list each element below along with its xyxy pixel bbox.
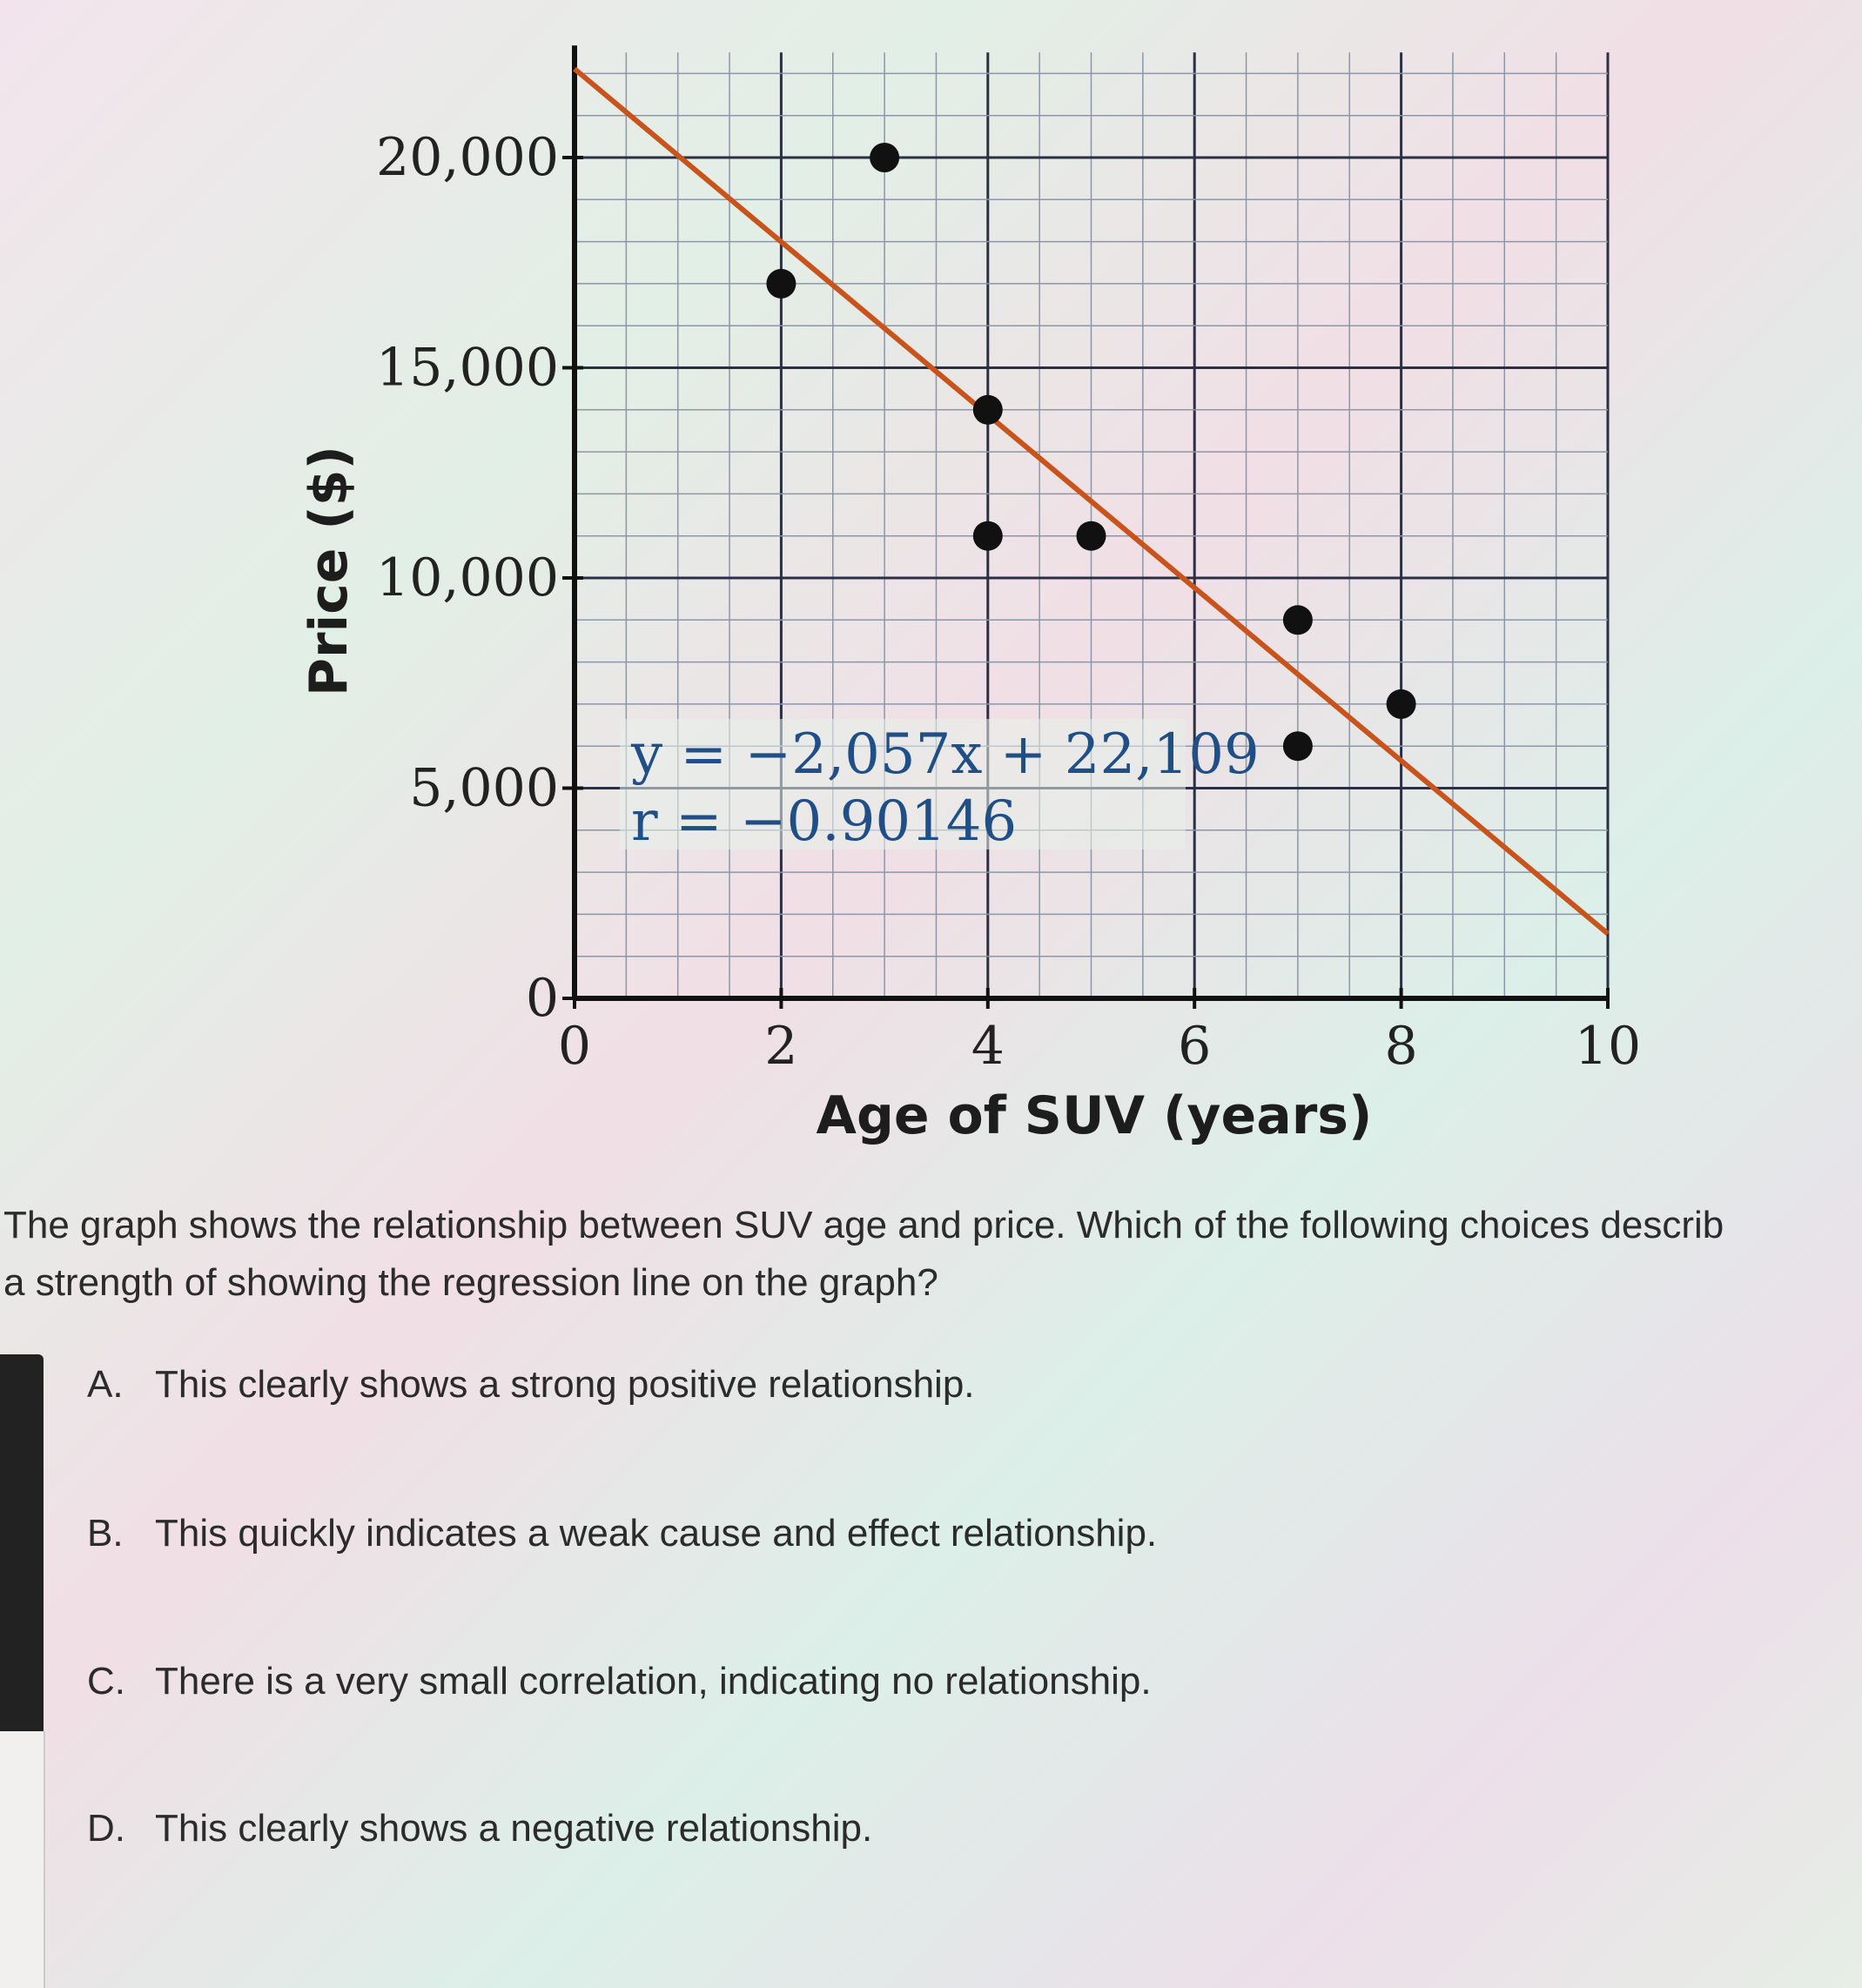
x-tick-label: 2	[764, 1016, 798, 1077]
data-point	[1283, 731, 1313, 761]
option-letter: D.	[87, 1807, 125, 1850]
option-letter: B.	[87, 1512, 124, 1555]
y-tick-label: 5,000	[409, 757, 559, 819]
option-letter: A.	[87, 1363, 124, 1406]
x-axis-label: Age of SUV (years)	[816, 1085, 1373, 1146]
y-tick-label: 20,000	[376, 127, 559, 188]
data-point	[870, 143, 899, 172]
correlation-coefficient: r = −0.90146	[631, 789, 1018, 854]
y-tick-label: 10,000	[376, 547, 559, 608]
data-point	[1077, 521, 1106, 551]
y-axis-label: Price ($)	[299, 446, 360, 696]
question-line-2: a strength of showing the regression line on the graph?	[3, 1261, 938, 1304]
tick-labels	[376, 127, 1641, 1077]
x-tick-label: 10	[1574, 1016, 1642, 1077]
x-tick-label: 8	[1384, 1016, 1418, 1077]
option-b[interactable]	[87, 1512, 1157, 1555]
option-text: There is a very small correlation, indicating no relationship.	[155, 1660, 1152, 1703]
y-tick-label: 15,000	[376, 337, 559, 399]
data-point	[1387, 689, 1416, 719]
option-text: This clearly shows a negative relationship.	[155, 1807, 873, 1850]
left-sidebar-light	[0, 1731, 45, 1988]
data-point	[973, 395, 1003, 425]
x-tick-label: 4	[971, 1016, 1005, 1077]
question-text	[3, 1197, 1862, 1312]
option-text: This quickly indicates a weak cause and effect relationship.	[155, 1512, 1158, 1555]
option-text: This clearly shows a strong positive relationship.	[155, 1363, 975, 1406]
left-sidebar-dark	[0, 1354, 44, 1731]
x-tick-label: 6	[1178, 1016, 1212, 1077]
data-point	[1283, 605, 1313, 635]
option-letter: C.	[87, 1660, 125, 1703]
data-point	[766, 269, 796, 299]
regression-equation: y = −2,057x + 22,109	[631, 722, 1260, 787]
question-line-1: The graph shows the relationship between SUV age and price. Which of the following choices describ	[3, 1204, 1724, 1246]
option-d[interactable]	[87, 1807, 872, 1850]
data-point	[973, 521, 1003, 551]
option-a[interactable]	[87, 1363, 975, 1407]
option-c[interactable]	[87, 1660, 1152, 1703]
x-tick-label: 0	[557, 1016, 592, 1077]
y-tick-label: 0	[525, 968, 559, 1029]
